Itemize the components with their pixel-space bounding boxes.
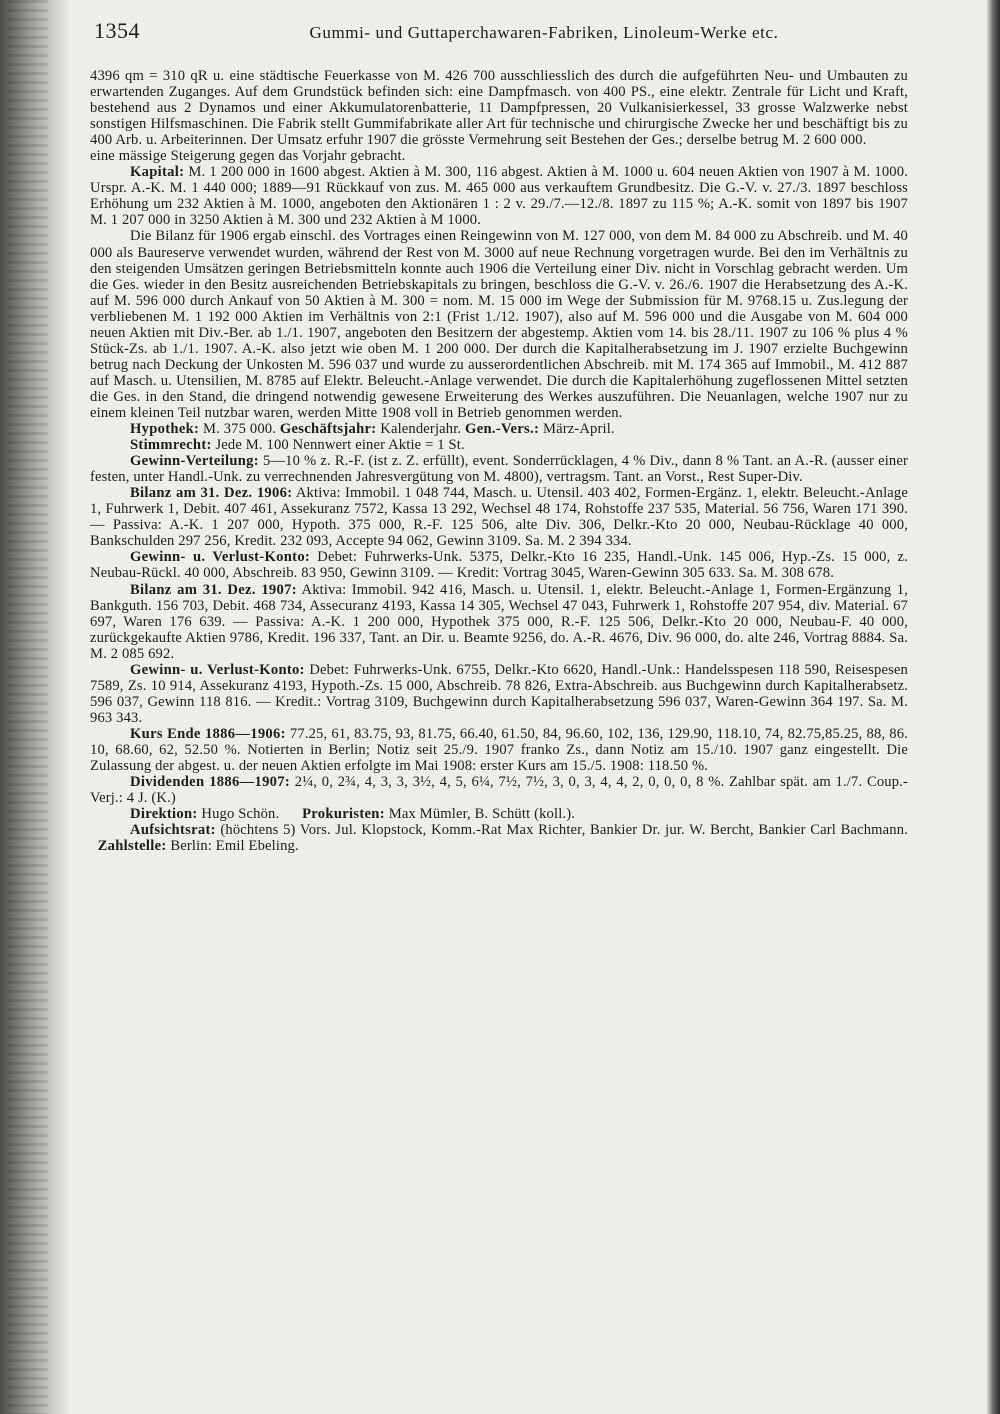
section-hypothek <box>90 421 908 437</box>
section-label: Dividenden 1886—1907: <box>130 774 291 791</box>
section-label-prokuristen: Prokuristen: <box>302 806 385 823</box>
section-text: Hugo Schön. <box>201 806 280 823</box>
section-label: Kurs Ende 1886—1906: <box>130 725 286 742</box>
page-edge <box>986 0 1000 1414</box>
section-text: Debet: Fuhrwerks-Unk. 5375, Delkr.-Kto 16 235, Handl.-Unk. 145 006, Hyp.-Zs. 15 000, z. Neubau-Rückl. 40 000, Abschreib. 83 950, Gewinn 3109. — Kredit: Vortrag 3045, Waren-Gewinn 305 633. Sa. M. 308 678. <box>90 549 908 582</box>
section-label: Gewinn- u. Verlust-Konto: <box>130 661 305 678</box>
section-text: 77.25, 61, 83.75, 93, 81.75, 66.40, 61.50, 84, 96.60, 102, 136, 129.90, 118.10, 74, 82.75,85.25, 88, 86. 10, 68.60, 62, 52.50 %. Notierten in Berlin; Notiz seit 25./9. 1907 franko Zs., dann Notiz am 15./10. 1907 ganz eingestellt. Die Zulassung der abgest. u. der neuen Aktien erfolgte im Mai 1908: erster Kurs am 15./5. 1908: 118.50 %. <box>90 725 908 775</box>
paragraph-continuation <box>90 148 908 164</box>
section-text-fiscal-year: Kalenderjahr. <box>380 421 462 438</box>
paragraph-property <box>90 68 908 148</box>
section-text: Aktiva: Immobil. 942 416, Masch. u. Utensil. 1, elektr. Beleucht.-Anlage 1, Formen-Ergänzung 1, Bankguth. 156 703, Debit. 468 734, Assecuranz 4193, Kassa 14 305, Wechsel 47 043, Fuhrwerk 1, Rohstoffe 207 954, div. Material. 67 697, Waren 176 639. — Passiva: A.-K. 1 200 000, Hypothek 375 000, R.-F. 125 506, Delkr.-Kto 20 000, Neubau-F. 40 000, zurückgekaufte Aktien 9786, Kredit. 196 337, Tant. an Dir. u. Beamte 9256, do. A.-R. 4676, Div. 96 000, do. alte 246, Vortrag 8884. Sa. M. 2 085 692. <box>90 581 908 662</box>
page-header <box>94 18 914 50</box>
paragraph-text: 4396 qm = 310 qR u. eine städtische Feuerkasse von M. 426 700 ausschliesslich des durch die aufgeführten Neu- und Umbauten zu erwartenden Zuganges. Auf dem Grundstück befinden sich: eine Dampfmasch. von 400 PS., eine elektr. Zentrale für Licht und Kraft, bestehend aus 2 Dynamos und einer Akkumulatorenbatterie, 11 Dampfpressen, 20 Vulkanisierkessel, 33 grosse Walzwerke nebst sonstigen Hilfsmaschinen. Die Fabrik stellt Gummifabrikate aller Art für technische und chirurgische Zwecke her und beschäftigt bis zu 400 Arb. u. Arbeiterinnen. Der Umsatz erfuhr 1907 die grösste Vermehrung seit Bestehen der Ges.; derselbe betrug M. 2 600 000. <box>90 68 908 149</box>
section-label: Kapital: <box>130 164 185 181</box>
section-label-fiscal-year: Geschäftsjahr: <box>279 421 377 438</box>
section-text: Aktiva: Immobil. 1 048 744, Masch. u. Utensil. 403 402, Formen-Ergänz. 1, elektr. Beleucht.-Anlage 1, Fuhrwerk 1, Debit. 407 461, Assekuranz 7572, Kassa 13 292, Wechsel 48 174, Rohstoffe 237 535, Material. 56 756, Waren 171 390. — Passiva: A.-K. 1 207 000, Hypoth. 375 000, R.-F. 125 506, alte Div. 306, Delkr.-Kto 20 000, Neubau-Rücklage 40 000, Bankschulden 297 256, Kredit. 232 093, Accepte 94 062, Gewinn 3109. Sa. M. 2 394 334. <box>90 485 908 550</box>
section-gewinn-verlust-1907 <box>90 662 908 726</box>
document-body <box>90 68 908 854</box>
section-stimmrecht <box>90 437 908 453</box>
section-text-zahlstelle: Berlin: Emil Ebeling. <box>170 838 299 855</box>
paragraph-bilanz-1906-note <box>90 228 908 421</box>
section-label: Stimmrecht: <box>130 437 212 454</box>
section-text: 5—10 % z. R.-F. (ist z. Z. erfüllt), event. Sonderrücklagen, 4 % Div., dann 8 % Tant. an A.-R. (ausser einer festen, unter Handl.-Unk. zu verrechnenden Jahresvergütung von M. 4800), vertragsm. Tant. an Vorst., Rest Super-Div. <box>90 453 908 486</box>
section-label-zahlstelle: Zahlstelle: <box>97 838 167 855</box>
section-text: M. 1 200 000 in 1600 abgest. Aktien à M. 300, 116 abgest. Aktien à M. 1000 u. 604 neuen Aktien von 1907 à M. 1000. Urspr. A.-K. M. 1 440 000; 1889—91 Rückkauf von zus. M. 465 000 aus verkauftem Grundbesitz. Die G.-V. v. 27./3. 1897 beschloss Erhöhung um 232 Aktien à M. 1000, angeboten den Aktionären 1 : 2 v. 29./7.—12./8. 1897 zu 115 %; A.-K. somit von 1897 bis 1907 M. 1 207 000 in 3250 Aktien à M. 300 und 232 Aktien à M 1000. <box>90 164 908 229</box>
section-direktion <box>90 806 908 822</box>
running-head: Gummi- und Guttaperchawaren-Fabriken, Linoleum-Werke etc. <box>309 23 779 42</box>
section-label: Gewinn-Verteilung: <box>130 453 259 470</box>
section-label: Bilanz am 31. Dez. 1907: <box>130 581 297 598</box>
section-text-prokuristen: Max Mümler, B. Schütt (koll.). <box>388 806 576 823</box>
section-label: Direktion: <box>130 806 198 823</box>
section-text: Debet: Fuhrwerks-Unk. 6755, Delkr.-Kto 6620, Handl.-Unk.: Handelsspesen 118 590, Reisespesen 7589, Zs. 10 914, Assekuranz 4193, Hypoth.-Zs. 15 000, Abschreib. 78 826, Extra-Abschreib. aus Buchgewinn durch Kapitalherabsetz. 596 037, Gewinn 118 816. — Kredit.: Vortrag 3109, Buchgewinn durch Kapitalherabsetzung 596 037, Waren-Gewinn 364 197. Sa. M. 963 343. <box>90 661 908 726</box>
section-label: Aufsichtsrat: <box>130 822 216 839</box>
section-label: Gewinn- u. Verlust-Konto: <box>130 549 311 566</box>
section-text: M. 375 000. <box>203 421 277 438</box>
section-text-general-meeting: März-April. <box>542 421 615 438</box>
section-gewinn-verteilung <box>90 453 908 485</box>
section-bilanz-1906 <box>90 485 908 549</box>
section-kurs <box>90 726 908 774</box>
page-number: 1354 <box>94 18 140 43</box>
section-aufsichtsrat <box>90 822 908 854</box>
section-gewinn-verlust-1906 <box>90 549 908 581</box>
section-bilanz-1907 <box>90 582 908 662</box>
section-label: Hypothek: <box>130 421 200 438</box>
section-text: 2¼, 0, 2¾, 4, 3, 3, 3½, 4, 5, 6¼, 7½, 7½, 3, 0, 3, 4, 4, 2, 0, 0, 0, 8 %. Zahlbar spät. am 1./7. Coup.-Verj.: 4 J. (K.) <box>90 774 908 807</box>
section-kapital <box>90 164 908 228</box>
section-text: (höchtens 5) Vors. Jul. Klopstock, Komm.-Rat Max Richter, Bankier Dr. jur. W. Bercht, Bankier Carl Bachmann. <box>220 822 908 839</box>
paragraph-text: eine mässige Steigerung gegen das Vorjahr gebracht. <box>90 148 406 165</box>
section-label-general-meeting: Gen.-Vers.: <box>465 421 540 438</box>
binding-texture <box>8 0 48 1414</box>
section-dividenden <box>90 774 908 806</box>
section-label: Bilanz am 31. Dez. 1906: <box>130 485 293 502</box>
paragraph-text: Die Bilanz für 1906 ergab einschl. des Vortrages einen Reingewinn von M. 127 000, von dem M. 84 000 zu Abschreib. und M. 40 000 als Baureserve verwendet wurden, während der Rest von M. 3000 auf neue Rechnung vorgetragen wurde. Bei den im Verhältnis zu den steigenden Umsätzen geringen Betriebsmitteln konnte auch 1906 die Verteilung einer Div. nicht in Vorschlag gebracht werden. Um die Ges. wieder in den Besitz ausreichenden Betriebskapitals zu bringen, beschloss die G.-V. v. 26./6. 1907 die Herabsetzung des A.-K. auf M. 596 000 durch Ankauf von 50 Aktien à M. 300 = nom. M. 15 000 im Wege der Submission für M. 9768.15 u. Zus.legung der verbliebenen M. 1 192 000 Aktien im Verhältnis von 2:1 (Frist 1./12. 1907), also auf M. 596 000 und die Ausgabe von M. 604 000 neuen Aktien mit Div.-Ber. ab 1./1. 1907, angeboten den Besitzern der abgestemp. Aktien vom 14. bis 28./11. 1907 zu 106 % plus 4 % Stück-Zs. ab 1./1. 1907. A.-K. also jetzt wie oben M. 1 200 000. Der durch die Kapitalherabsetzung im J. 1907 erzielte Buchgewinn betrug nach Deckung der Unkosten M. 596 037 und wurde zu ausserordentlichen Abschreib. mit M. 174 365 auf Immobil., M. 412 887 auf Masch. u. Utensilien, M. 8785 auf Elektr. Beleucht.-Anlage verwendet. Die durch die Kapitalerhöhung zugeflossenen Mittel setzten die Ges. in den Stand, die dringend notwendig gewesene Erweiterung des Werkes auszuführen. Die Neuanlagen, welche 1907 nur zu einem kleinen Teil nutzbar waren, werden Mitte 1908 voll in Betrieb genommen werden. <box>90 228 908 421</box>
section-text: Jede M. 100 Nennwert einer Aktie = 1 St. <box>215 437 465 454</box>
